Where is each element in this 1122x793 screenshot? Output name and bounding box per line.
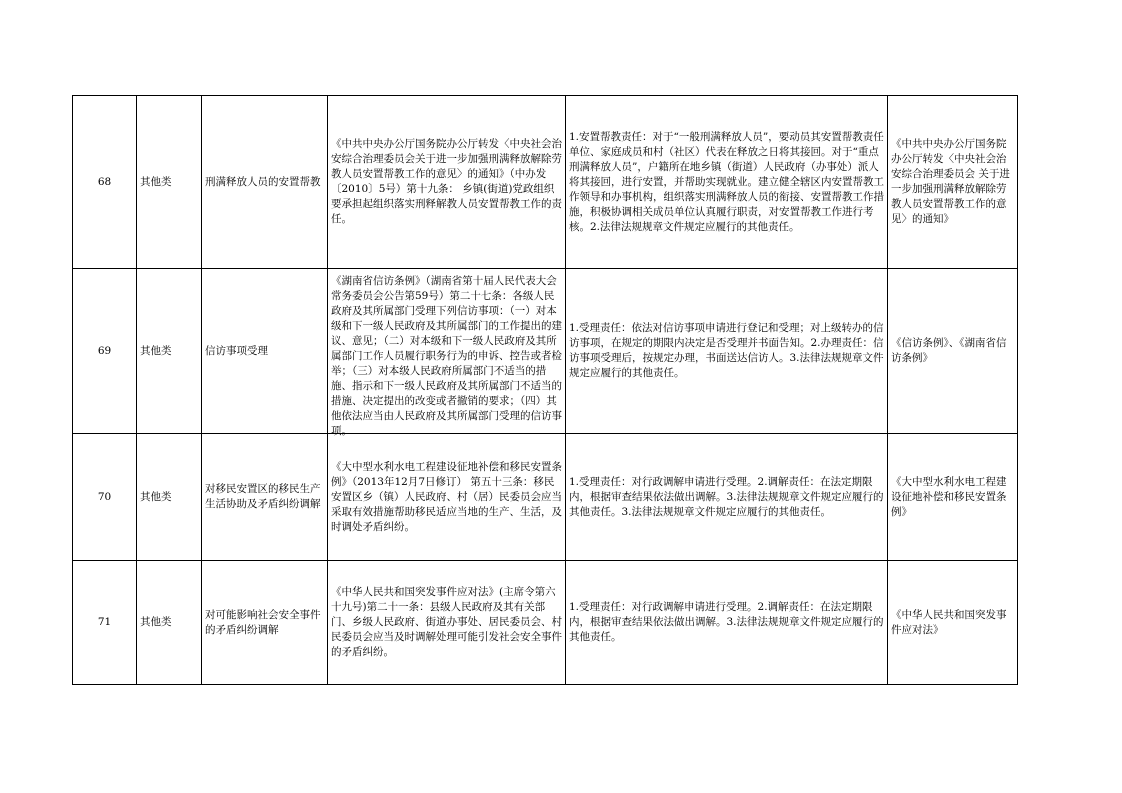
responsibility-cell: 1.受理责任：对行政调解申请进行受理。2.调解责任：在法定期限内，根据审查结果依法做出调解。3.法律法规规章文件规定应履行的其他责任。	[566, 561, 888, 685]
legal-basis-text: 《大中型水利水电工程建设征地补偿和移民安置条例》（2013年12月7日修订） 第五十三条：移民安置区乡（镇）人民政府、村（居）民委员会应当采取有效措施帮助移民适应当地的生产、生活，及时调处矛盾纠纷。	[331, 460, 562, 533]
legal-basis-text: 《湖南省信访条例》（湖南省第十届人民代表大会常务委员会公告第59号）第二十七条：各级人民政府及其所属部门受理下列信访事项：（一）对本级和下一级人民政府及其所属部门的工作提出的建议、意见；（二）对本级和下一级人民政府及其所属部门工作人员履行职务行为的申诉、控告或者检举；（三）对本级人民政府所属部门不适当的措施、指示和下一级人民政府及其所属部门不适当的措施、决定提出的改变或者撤销的要求；（四）其他依法应当由人民政府及其所属部门受理的信访事项。	[331, 275, 562, 437]
table-row	[73, 96, 1018, 269]
item-name-cell: 对移民安置区的移民生产生活协助及矛盾纠纷调解	[202, 434, 328, 561]
row-number: 68	[73, 96, 137, 269]
reference-cell: 《中华人民共和国突发事件应对法》	[888, 561, 1018, 685]
category-cell: 其他类	[137, 561, 202, 685]
responsibility-cell: 1.受理责任：依法对信访事项申请进行登记和受理；对上级转办的信访事项，在规定的期限内决定是否受理并书面告知。2.办理责任：信访事项受理后，按规定办理，书面送达信访人。3.法律法规规章文件规定应履行的其他责任。	[566, 269, 888, 434]
legal-basis-text: 《中共中央办公厅国务院办公厅转发〈中央社会治安综合治理委员会关于进一步加强刑满释放解除劳教人员安置帮教工作的意见〉的通知》（中办发〔2010〕5号）第十九条： 乡镇(街道)党政组织要承担起组织落实刑释解教人员安置帮教工作的责任。	[331, 138, 562, 225]
responsibility-table	[72, 95, 1018, 685]
responsibility-cell: 1.受理责任：对行政调解申请进行受理。2.调解责任：在法定期限内，根据审查结果依法做出调解。3.法律法规规章文件规定应履行的其他责任。3.法律法规规章文件规定应履行的其他责任。	[566, 434, 888, 561]
item-name-cell: 对可能影响社会安全事件的矛盾纠纷调解	[202, 561, 328, 685]
row-number: 70	[73, 434, 137, 561]
legal-basis-cell	[328, 434, 566, 561]
reference-cell: 《大中型水利水电工程建设征地补偿和移民安置条例》	[888, 434, 1018, 561]
table-row	[73, 561, 1018, 685]
legal-basis-cell	[328, 561, 566, 685]
table-row	[73, 434, 1018, 561]
reference-cell: 《中共中央办公厅国务院办公厅转发〈中央社会治安综合治理委员会 关于进一步加强刑满释放解除劳教人员安置帮教工作的意见〉的通知》	[888, 96, 1018, 269]
row-number: 71	[73, 561, 137, 685]
category-cell: 其他类	[137, 434, 202, 561]
category-cell: 其他类	[137, 269, 202, 434]
reference-cell: 《信访条例》、《湖南省信访条例》	[888, 269, 1018, 434]
item-name-cell: 信访事项受理	[202, 269, 328, 434]
responsibility-cell: 1.安置帮教责任：对于“一般刑满释放人员”，要动员其安置帮教责任单位、家庭成员和村（社区）代表在释放之日将其接回。对于“重点刑满释放人员”，户籍所在地乡镇（街道）人民政府（办事处）派人将其接回，进行安置，并帮助实现就业。建立健全辖区内安置帮教工作领导和办事机构，组织落实刑满释放人员的衔接、安置帮教工作措施，积极协调相关成员单位认真履行职责，对安置帮教工作进行考核。2.法律法规规章文件规定应履行的其他责任。	[566, 96, 888, 269]
legal-basis-cell	[328, 96, 566, 269]
legal-basis-text: 《中华人民共和国突发事件应对法》(主席令第六十九号)第二十一条：县级人民政府及其有关部门、乡级人民政府、街道办事处、居民委员会、村民委员会应当及时调解处理可能引发社会安全事件的矛盾纠纷。	[331, 586, 562, 658]
legal-basis-cell	[328, 269, 566, 437]
row-number: 69	[73, 269, 137, 434]
item-name-cell: 刑满释放人员的安置帮教	[202, 96, 328, 269]
category-cell: 其他类	[137, 96, 202, 269]
table-row	[73, 269, 1018, 434]
